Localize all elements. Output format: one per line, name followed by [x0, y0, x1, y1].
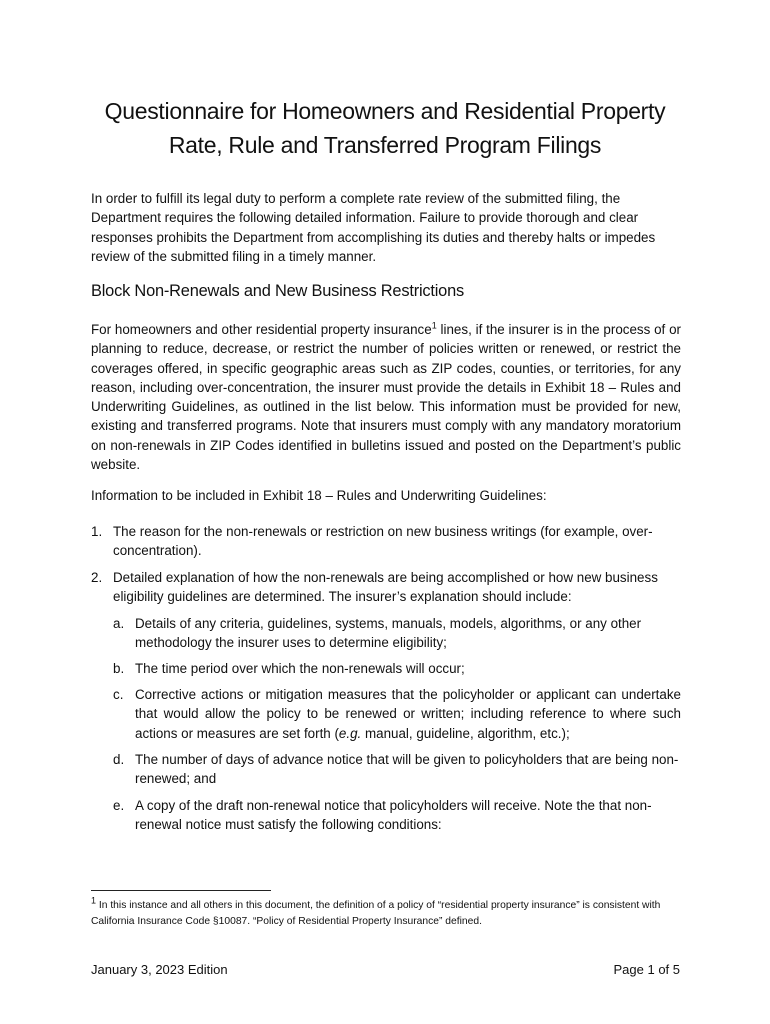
footer-page-number: Page 1 of 5 — [613, 962, 680, 977]
title-line-2: Rate, Rule and Transferred Program Filings — [168, 132, 602, 158]
section-heading: Block Non-Renewals and New Business Restrictions — [91, 282, 465, 300]
sub-item-text-end: manual, guideline, algorithm, etc.); — [361, 725, 570, 741]
title-line-1: Questionnaire for Homeowners and Residential Property — [104, 98, 666, 124]
list-item-2 — [91, 568, 681, 607]
footnote-number: 1 — [91, 895, 97, 906]
sub-item-text-eg: e.g. — [338, 725, 362, 741]
footnote-text: In this instance and all others in this document, the definition of a policy of “residential property insurance” is consistent with California Insurance Code §10087. “Policy of Residential Property Insurance” defined. — [91, 900, 661, 927]
list-item-text: Detailed explanation of how the non-renewals are being accomplished or how new business eligibility guidelines are determined. The insurer’s explanation should include: — [113, 570, 658, 605]
sub-item-b — [113, 659, 681, 678]
sub-item-letter: b. — [113, 661, 125, 676]
sub-item-text-start: Corrective actions or mitigation measures that the policyholder or applicant can undertake that would allow the policy to be renewed or written; including reference to where such actions or measures are set forth ( — [135, 687, 681, 741]
sub-item-a — [113, 614, 681, 653]
list-item-1 — [91, 522, 681, 561]
list-item-text: The reason for the non-renewals or restriction on new business writings (for example, over-concentration). — [113, 524, 653, 559]
sub-item-text: The number of days of advance notice that will be given to policyholders that are being non-renewed; and — [135, 752, 679, 787]
footnote-reference: 1 — [431, 320, 437, 331]
footer-edition: January 3, 2023 Edition — [91, 962, 228, 977]
body-paragraph-1-rest: lines, if the insurer is in the process of or planning to reduce, decrease, or restrict the number of policies written or renewed, or restrict the coverages offered, in specific geographic areas such as ZIP codes, counties, or territories, for any reason, including over-concentration, the insurer must provide the details in Exhibit 18 – Rules and Underwriting Guidelines, as outlined in the list below. This information must be provided for new, existing and transferred programs. Note that insurers must comply with any mandatory moratorium on non-renewals in ZIP Codes identified in bulletins issued and posted on the Department’s public website. — [91, 322, 681, 473]
body-paragraph-1 — [91, 320, 681, 474]
sub-item-letter: d. — [113, 752, 125, 767]
sub-item-letter: a. — [113, 616, 125, 631]
sub-item-letter: e. — [113, 798, 125, 813]
page-title — [60, 94, 710, 162]
intro-paragraph: In order to fulfill its legal duty to perform a complete rate review of the submitted filing, the Department requires the following detailed information. Failure to provide thorough and clear responses prohibits the Department from accomplishing its duties and thereby halts or impedes review of the submitted filing in a timely manner. — [91, 191, 656, 264]
sub-item-e — [113, 796, 681, 835]
sub-item-text: Details of any criteria, guidelines, systems, manuals, models, algorithms, or any other methodology the insurer uses to determine eligibility; — [135, 616, 642, 651]
sub-item-d — [113, 750, 681, 789]
sub-item-letter: c. — [113, 687, 124, 702]
sub-item-text: The time period over which the non-renewals will occur; — [135, 661, 465, 676]
list-number: 2. — [91, 570, 103, 585]
body-paragraph-2: Information to be included in Exhibit 18 – Rules and Underwriting Guidelines: — [91, 488, 547, 503]
body-paragraph-1-start: For homeowners and other residential property insurance — [91, 322, 432, 337]
footnote-divider — [91, 890, 271, 891]
footnote — [91, 895, 681, 930]
list-number: 1. — [91, 524, 103, 539]
sub-item-c — [113, 685, 681, 743]
sub-item-text: A copy of the draft non-renewal notice that policyholders will receive. Note the that non-renewal notice must satisfy the following conditions: — [135, 798, 652, 833]
